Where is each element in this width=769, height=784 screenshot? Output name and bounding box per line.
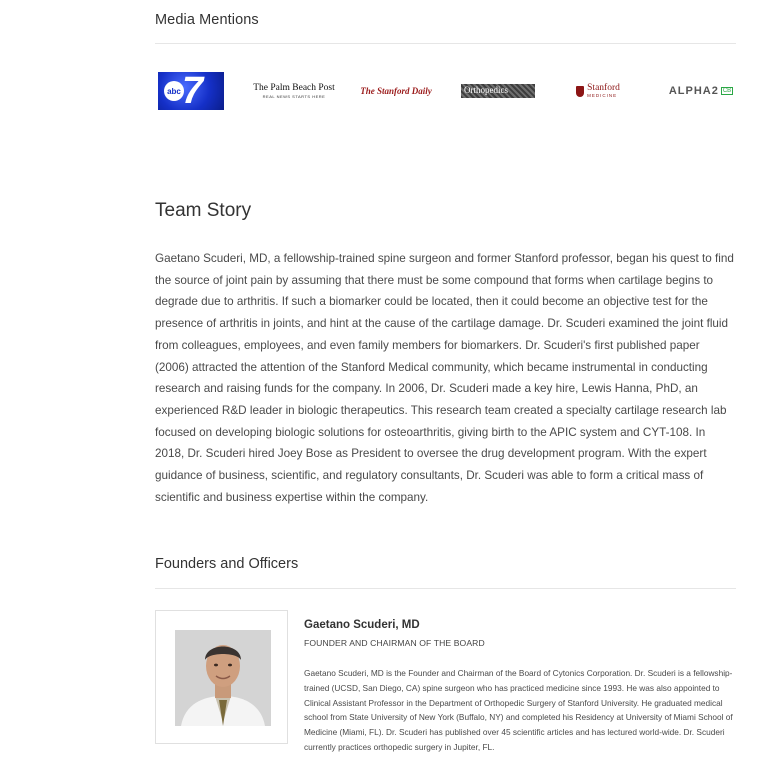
- founders-heading: Founders and Officers: [155, 556, 299, 572]
- alpha2-name: ALPHA2: [668, 85, 719, 97]
- stanford-medicine-logo[interactable]: [568, 72, 628, 110]
- stanford-medicine-name: Stanford: [587, 83, 620, 93]
- stanford-medicine-sub: MEDICINE: [587, 93, 618, 98]
- alpha2-logo[interactable]: [664, 72, 738, 110]
- founder-photo-frame: [155, 610, 288, 744]
- stanford-daily-logo[interactable]: The Stanford Daily: [360, 86, 432, 96]
- team-story-paragraph: Gaetano Scuderi, MD, a fellowship-trained spine surgeon and former Stanford professor, began his quest to find the source of joint pain by assuming that there must be some compound that forms when cartilage begins to degrade due to arthritis. If such a biomarker could be located, then it could become an objective test for the presence of arthritis in joints, and hint at the cause of the cartilage damage. Dr. Scuderi examined the joint fluid from colleagues, employees, and even family members for biomarkers. Dr. Scuderi's first published paper (2006) attracted the attention of the Stanford Medical community, which became instrumental in conducting research and raising funds for the company. In 2006, Dr. Scuderi made a key hire, Lewis Hanna, PhD, an experienced R&D leader in biologic therapeutics. This research team created a specialty cartilage research lab focused on developing biologic solutions for osteoarthritis, giving birth to the APIC system and CYT-108. In 2018, Dr. Scuderi hired Joey Bose as President to oversee the drug development program. With the expert guidance of business, scientific, and regulatory consultants, Dr. Scuderi was able to form a critical mass of scientific and business expertise within the company.: [155, 252, 734, 504]
- orthopedics-logo-text: Orthopedics: [464, 85, 508, 95]
- founder-portrait-image: [175, 630, 271, 726]
- media-logos-row: [158, 72, 738, 110]
- divider: [155, 588, 736, 589]
- founder-photo: [175, 630, 271, 726]
- founder-title: FOUNDER AND CHAIRMAN OF THE BOARD: [304, 638, 485, 648]
- orthopedics-logo[interactable]: [461, 72, 535, 110]
- abc-logo-mark: abc: [164, 81, 184, 101]
- founder-name: Gaetano Scuderi, MD: [304, 619, 420, 631]
- team-story-heading: Team Story: [155, 200, 252, 221]
- abc7-logo[interactable]: [158, 72, 224, 110]
- palm-beach-post-logo[interactable]: [254, 72, 334, 110]
- founder-bio: Gaetano Scuderi, MD is the Founder and Chairman of the Board of Cytonics Corporation. Dr. Scuderi is a fellowship-trained (UCSD, San Diego, CA) spine surgeon who has practiced medicine since 1993. He was also appointed to Clinical Assistant Professor in the Department of Orthopedic Surgery of Stanford University. He graduated medical school from State University of New York (Buffalo, NY) and completed his Residency at University of Miami School of Medicine (Miami, FL). Dr. Scuderi has published over 45 scientific articles and has lectured world-wide. Dr. Scuderi currently practices orthopedic surgery in Jupiter, FL.: [304, 668, 733, 752]
- stanford-shield-icon: [576, 86, 584, 97]
- alpha2-badge: CB: [722, 88, 732, 94]
- palm-beach-post-tagline: REAL NEWS STARTS HERE: [262, 94, 326, 99]
- orthopedics-logo-banner: [461, 84, 535, 98]
- abc-seven-numeral: 7: [182, 70, 204, 112]
- media-mentions-heading: Media Mentions: [155, 12, 259, 28]
- divider: [155, 43, 736, 44]
- stanford-medicine-wordmark: [587, 84, 620, 98]
- palm-beach-post-name: The Palm Beach Post: [253, 83, 335, 93]
